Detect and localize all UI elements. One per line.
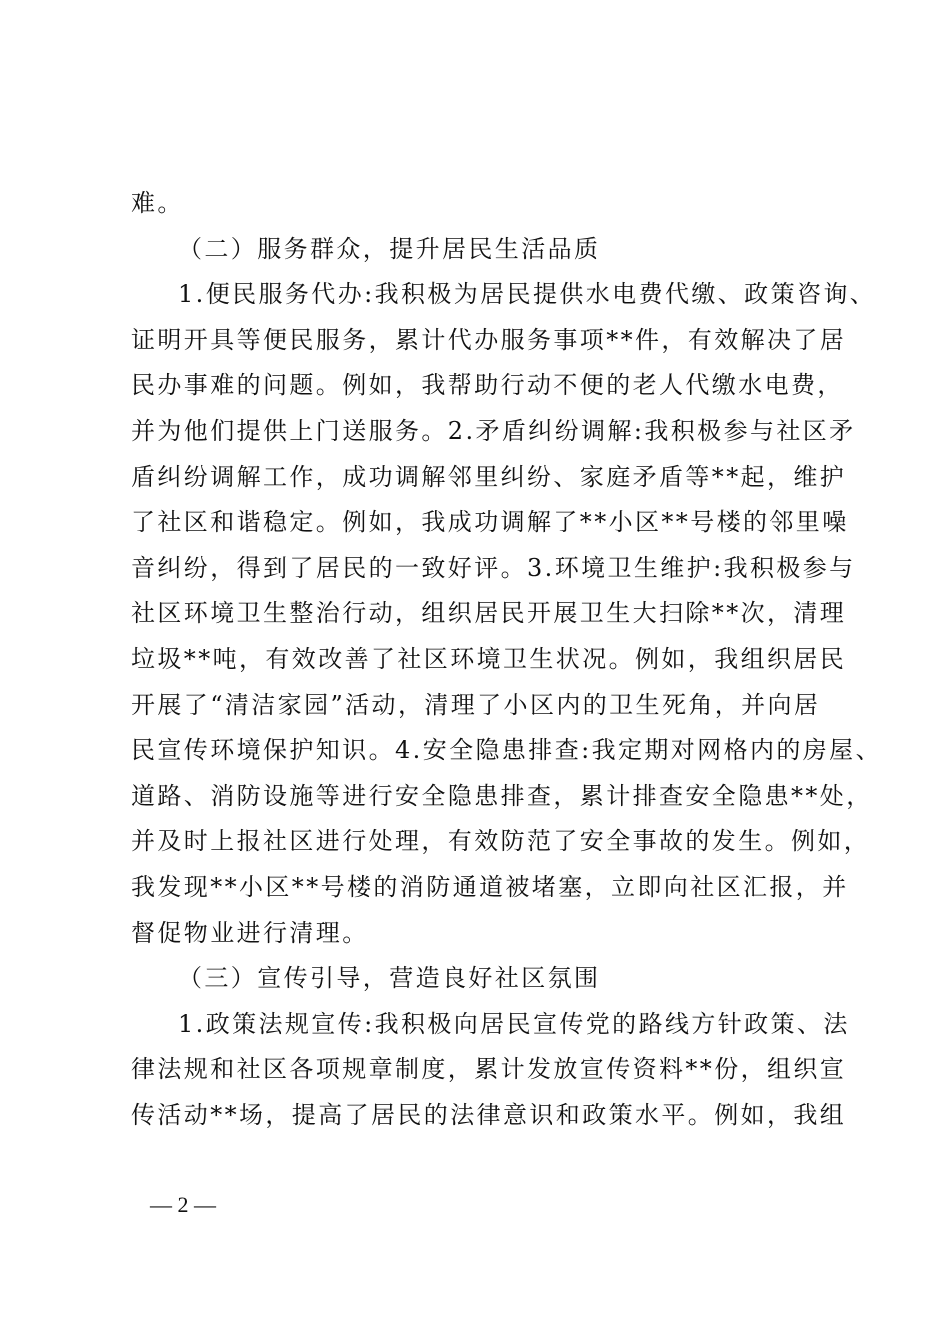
text-line: 1.政策法规宣传:我积极向居民宣传党的路线方针政策、法 [178,1010,850,1038]
text-line: 道路、消防设施等进行安全隐患排查，累计排查安全隐患**处， [131,782,873,810]
text-line: 难。 [131,189,184,217]
text-line: 1.便民服务代办:我积极为居民提供水电费代缴、政策咨询、 [178,280,877,308]
text-line: 民宣传环境保护知识。4.安全隐患排查:我定期对网格内的房屋、 [131,736,882,764]
text-line: 垃圾**吨，有效改善了社区环境卫生状况。例如，我组织居民 [131,645,847,673]
text-line: 传活动**场，提高了居民的法律意识和政策水平。例如，我组 [131,1101,847,1129]
text-line: 律法规和社区各项规章制度，累计发放宣传资料**份，组织宣 [131,1055,847,1083]
text-line: 民办事难的问题。例如，我帮助行动不便的老人代缴水电费， [131,371,844,399]
text-line: 我发现**小区**号楼的消防通道被堵塞，立即向社区汇报，并 [131,873,849,901]
text-line: 音纠纷，得到了居民的一致好评。3.环境卫生维护:我积极参与 [131,554,856,582]
text-line: 盾纠纷调解工作，成功调解邻里纠纷、家庭矛盾等**起，维护 [131,463,847,491]
text-line: 并及时上报社区进行处理，有效防范了安全事故的发生。例如， [131,827,871,855]
section-heading: （三）宣传引导，营造良好社区氛围 [178,964,601,992]
text-line: 证明开具等便民服务，累计代办服务事项**件，有效解决了居 [131,326,847,354]
text-line: 并为他们提供上门送服务。2.矛盾纠纷调解:我积极参与社区矛 [131,417,856,445]
text-line: 开展了“清洁家园”活动，清理了小区内的卫生死角，并向居 [131,691,821,719]
text-line: 了社区和谐稳定。例如，我成功调解了**小区**号楼的邻里噪 [131,508,849,536]
text-line: 督促物业进行清理。 [131,919,369,947]
text-line: 社区环境卫生整治行动，组织居民开展卫生大扫除**次，清理 [131,599,847,627]
section-heading: （二）服务群众，提升居民生活品质 [178,235,601,263]
page-number: — 2 — [150,1192,216,1217]
